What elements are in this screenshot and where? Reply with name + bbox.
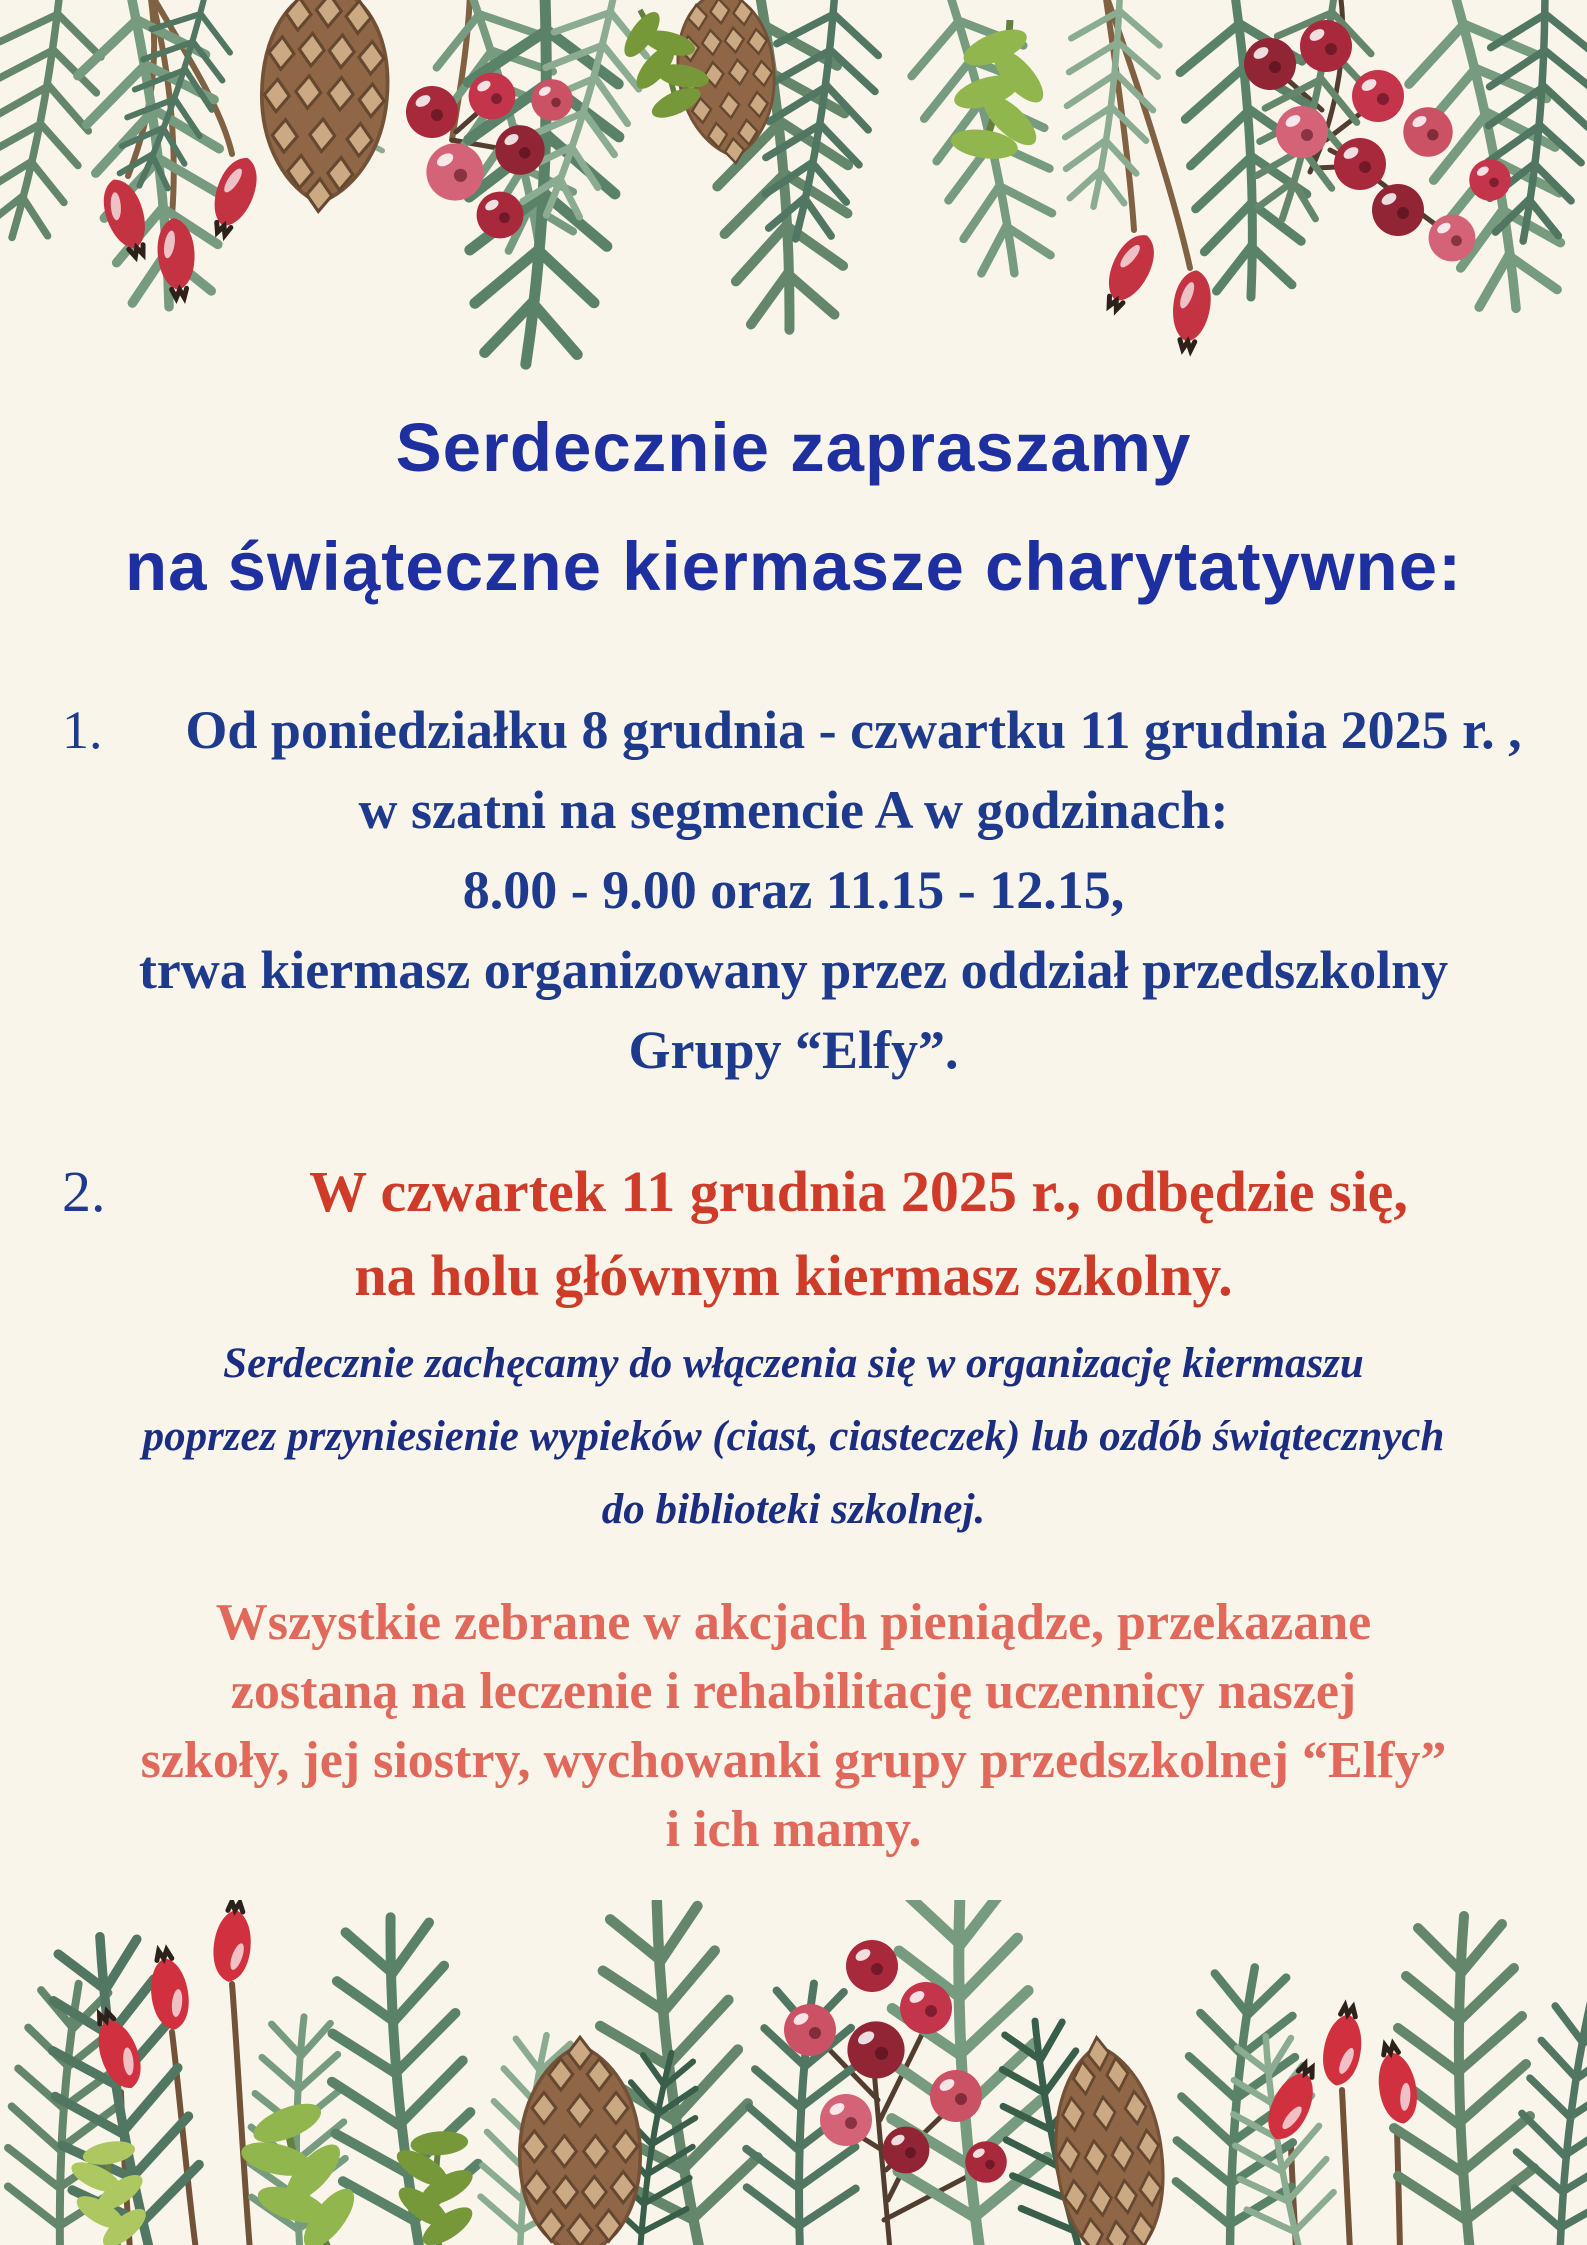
item-2-line-1: W czwartek 11 grudnia 2025 r., odbędzie się, [309, 1159, 1408, 1224]
bottom-garland-illustration [0, 1900, 1587, 2245]
item-2-number: 2. [62, 1159, 106, 1224]
item-2-line-2: na holu głównym kiermasz szkolny. [354, 1243, 1233, 1308]
item-1-line-4: trwa kiermasz organizowany przez oddział przedszkolny [138, 940, 1449, 1000]
item-1-line-3: 8.00 - 9.00 oraz 11.15 - 12.15, [462, 860, 1125, 920]
closing-line-4: i ich mamy. [665, 1801, 922, 1858]
closing-line-3: szkoły, jej siostry, wychowanki grupy przedszkolnej “Elfy” [140, 1732, 1447, 1789]
item-1-line-2: w szatni na segmencie A w godzinach: [358, 780, 1229, 840]
script-note-line-1: Serdecznie zachęcamy do włączenia się w organizację kiermaszu [223, 1340, 1364, 1387]
item-1-line-5: Grupy “Elfy”. [628, 1020, 959, 1080]
script-note-line-3: do biblioteki szkolnej. [601, 1486, 986, 1533]
closing-line-1: Wszystkie zebrane w akcjach pieniądze, przekazane [215, 1594, 1372, 1651]
item-1-line-1: Od poniedziałku 8 grudnia - czwartku 11 grudnia 2025 r. , [185, 700, 1522, 760]
top-garland-illustration [0, 0, 1587, 400]
poster-title-line-1: Serdecznie zapraszamy [395, 409, 1192, 486]
item-1-number: 1. [62, 700, 103, 760]
poster-title-line-2: na świąteczne kiermasze charytatywne: [124, 528, 1463, 605]
script-note-line-2: poprzez przyniesienie wypieków (ciast, ciasteczek) lub ozdób świątecznych [142, 1413, 1445, 1460]
closing-line-2: zostaną na leczenie i rehabilitację uczennicy naszej [230, 1663, 1357, 1720]
